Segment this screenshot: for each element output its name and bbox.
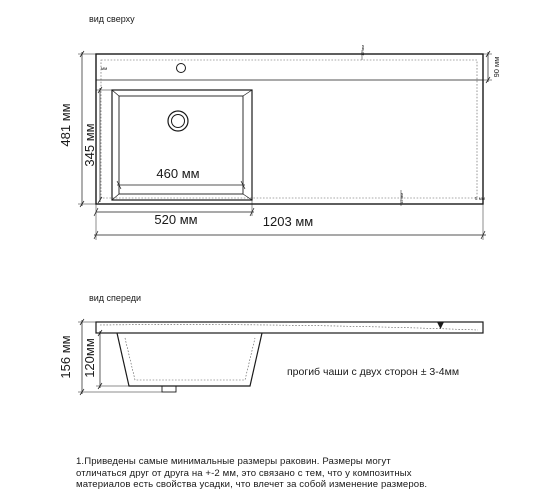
bowl-front [117, 333, 262, 386]
sag-arrow-icon [437, 322, 444, 329]
dim-460-label: 460 мм [156, 166, 200, 181]
countertop-outline [96, 54, 483, 204]
dim-120 [96, 330, 129, 389]
dim-1203-label: 1203 мм [262, 214, 314, 229]
tiny-right-label: 5 мм [475, 196, 485, 201]
tiny-bottom-label: 12 мм [399, 192, 404, 204]
sag-note: прогиб чаши с двух сторон ± 3-4мм [287, 366, 460, 378]
drain-icon [168, 111, 188, 131]
dimension-note [76, 456, 546, 491]
dim-120-label: 120мм [82, 338, 97, 378]
countertop-slab [96, 322, 483, 333]
dim-345 [96, 87, 112, 203]
note-line-3: материалов есть свойства усадки, что влечет за собой изменение размеров. [76, 479, 428, 490]
note-line-1: 1.Приведены самые минимальные размеры раковин. Размеры могут [76, 456, 391, 467]
tiny-top-label: 12 мм [360, 44, 365, 56]
dim-481-label: 481 мм [58, 103, 73, 147]
dim-345-label: 345 мм [82, 123, 97, 167]
dim-90-label: 90 мм [492, 56, 501, 78]
front-view-caption: вид спереди [89, 293, 142, 303]
drain-stub [162, 386, 176, 392]
faucet-hole [177, 64, 186, 73]
dim-90 [483, 51, 492, 83]
bowl-outer [112, 90, 252, 200]
sag-curve [100, 325, 478, 330]
top-view-caption: вид сверху [89, 14, 135, 24]
dim-460 [117, 181, 245, 189]
tiny-left-label: мм [101, 66, 108, 71]
front-view [96, 322, 483, 392]
note-line-2: отличаться друг от друга на +-2 мм, это связано с тем, что у композитных [76, 467, 412, 479]
dim-520-label: 520 мм [154, 212, 198, 227]
top-view [96, 54, 483, 204]
dim-156-label: 156 мм [58, 335, 73, 379]
